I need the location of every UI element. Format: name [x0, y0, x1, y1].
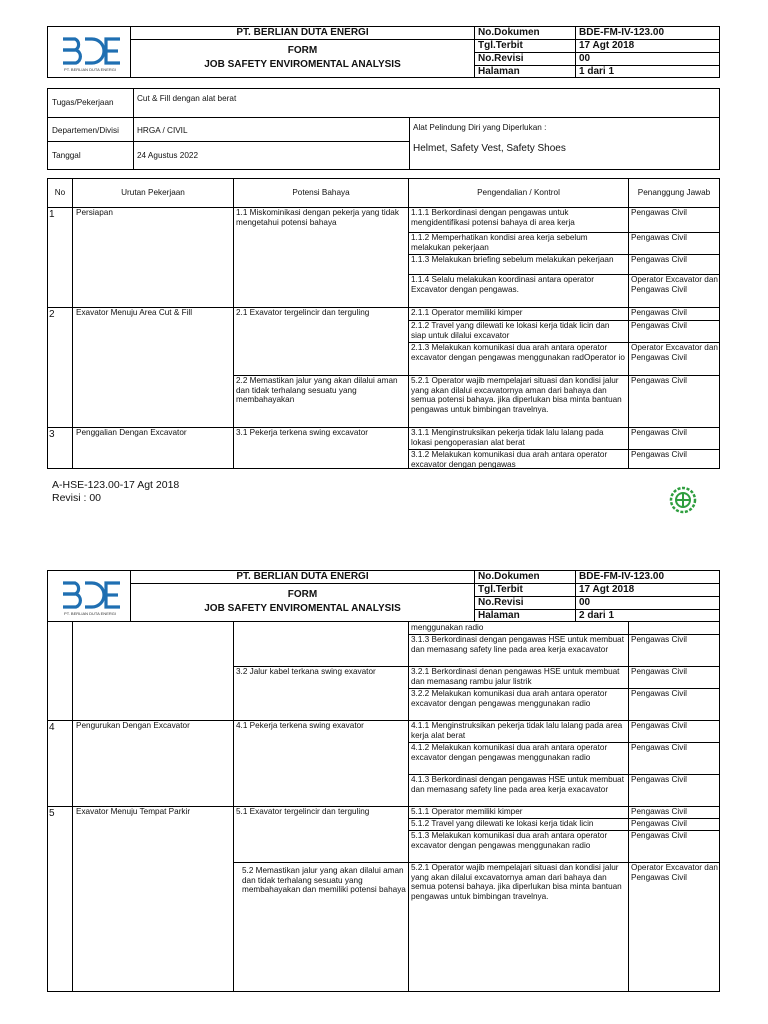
- person-in-charge: [631, 623, 719, 634]
- person-in-charge: Pengawas Civil: [631, 208, 687, 217]
- job-step: [76, 689, 231, 720]
- date-label: Tanggal: [52, 151, 81, 160]
- person-in-charge: Pengawas Civil: [631, 450, 687, 459]
- issue-date-value-page2: 17 Agt 2018: [579, 584, 635, 595]
- hazard: 1.1 Miskominikasi dengan pekerja yang tidak mengetahui potensi bahaya: [236, 208, 399, 227]
- job-step: [76, 667, 231, 688]
- col-header-control: Pengendalian / Kontrol: [477, 188, 560, 197]
- row-number: 4: [49, 722, 55, 733]
- control: 5.1.3 Melakukan komunikasi dua arah antara operator excavator dengan pengawas menggunakan radio: [411, 831, 608, 850]
- job-step: Persiapan: [76, 208, 113, 217]
- row-number: [49, 864, 71, 993]
- revision-label-page2: No.Revisi: [478, 597, 524, 608]
- revision-value: 00: [579, 53, 591, 64]
- job-step: Exavator Menuju Area Cut & Fill: [76, 308, 193, 317]
- revision-value-page2: 00: [579, 597, 591, 608]
- task-value: Cut & Fill dengan alat berat: [137, 94, 237, 103]
- task-label: Tugas/Pekerjaan: [52, 98, 114, 107]
- hazard: [236, 255, 406, 274]
- job-step: [76, 775, 231, 806]
- department-value: HRGA / CIVIL: [137, 126, 188, 135]
- col-header-pic: Penanggung Jawab: [637, 188, 711, 197]
- control: 4.1.3 Berkordinasi dengan pengawas HSE untuk membuat dan memasang safety line pada area kerja exacavator: [411, 775, 625, 794]
- doc-number-label: No.Dokumen: [478, 27, 540, 38]
- job-step: Penggalian Dengan Excavator: [76, 428, 187, 437]
- form-label-page2: FORM: [287, 589, 318, 600]
- person-in-charge: Pengawas Civil: [631, 819, 687, 828]
- row-number: [49, 668, 71, 689]
- control: 4.1.1 Menginstruksikan pekerja tidak lalu lalang pada area kerja alat berat: [411, 721, 623, 740]
- control: 2.1.1 Operator memiliki kimper: [411, 308, 523, 317]
- job-step: [76, 635, 231, 666]
- page-value: 1 dari 1: [579, 66, 615, 77]
- person-in-charge: Pengawas Civil: [631, 689, 687, 698]
- row-number: [49, 276, 71, 308]
- row-number: [49, 344, 71, 376]
- control: 3.1.2 Melakukan komunikasi dua arah antara operator excavator dengan pengawas: [411, 450, 608, 469]
- control: 5.1.1 Operator memiliki kimper: [411, 807, 523, 816]
- job-step: Pengurukan Dengan Excavator: [76, 721, 190, 730]
- control: 5.2.1 Operator wajib mempelajari situasi dan kondisi jalur yang akan dilalui excavatornya aman dari bahaya dan semua potensi bahaya. jika diperlukan bisa minta bantuan pengawas untuk bimbingan travelnya.: [411, 863, 622, 901]
- person-in-charge: Operator Excavator dan Pengawas Civil: [631, 863, 718, 882]
- person-in-charge: Pengawas Civil: [631, 743, 687, 752]
- hazard: [236, 743, 406, 774]
- control: 2.1.2 Travel yang dilewati ke lokasi kerja tidak licin dan siap untuk dilalui excavator: [411, 321, 610, 340]
- hazard: [236, 635, 406, 666]
- row-number: [49, 451, 71, 470]
- hazard: 2.2 Memastikan jalur yang akan dilalui aman dan tidak terhalang sesuatu yang membahayakan: [236, 376, 398, 405]
- row-number: [49, 820, 71, 831]
- control: 3.1.3 Berkordinasi dengan pengawas HSE untuk membuat dan memasang safety line pada area kerja exacavator: [411, 635, 625, 654]
- doc-number-value-page2: BDE-FM-IV-123.00: [579, 571, 665, 582]
- job-step: [76, 321, 231, 342]
- job-step: [76, 831, 231, 862]
- col-header-no: No: [54, 188, 66, 197]
- certification-seal-icon: [669, 486, 697, 514]
- company-name: PT. BERLIAN DUTA ENERGI: [236, 27, 369, 38]
- hazard: [236, 819, 406, 830]
- job-step: [76, 743, 231, 774]
- control: menggunakan radio: [411, 623, 484, 632]
- footer-revision: Revisi : 00: [52, 492, 102, 504]
- hazard: [236, 831, 406, 862]
- svg-text:PT. BERLIAN DUTA ENERGI: PT. BERLIAN DUTA ENERGI: [64, 611, 116, 616]
- person-in-charge: Pengawas Civil: [631, 635, 687, 644]
- person-in-charge: Pengawas Civil: [631, 308, 687, 317]
- svg-text:PT. BERLIAN DUTA ENERGI: PT. BERLIAN DUTA ENERGI: [64, 67, 116, 72]
- job-step: [76, 376, 231, 427]
- doc-number-value: BDE-FM-IV-123.00: [579, 27, 665, 38]
- issue-date-value: 17 Agt 2018: [579, 40, 635, 51]
- footer-doc-code: A-HSE-123.00-17 Agt 2018: [52, 479, 180, 491]
- person-in-charge: Pengawas Civil: [631, 255, 687, 264]
- control: 3.2.2 Melakukan komunikasi dua arah antara operator excavator dengan pengawas menggunakan radio: [411, 689, 608, 708]
- issue-date-label-page2: Tgl.Terbit: [478, 584, 523, 595]
- row-number: [49, 690, 71, 721]
- row-number: 1: [49, 209, 55, 220]
- hazard: [236, 623, 406, 634]
- person-in-charge: Operator Excavator dan Pengawas Civil: [631, 343, 718, 362]
- hazard: [236, 343, 406, 375]
- person-in-charge: Operator Excavator dan Pengawas Civil: [631, 275, 718, 294]
- control: 4.1.2 Melakukan komunikasi dua arah antara operator excavator dengan pengawas menggunakan radio: [411, 743, 608, 762]
- job-step: [76, 275, 231, 307]
- job-step: Exavator Menuju Tempat Parkir: [76, 807, 191, 816]
- hazard: [236, 689, 406, 720]
- row-number: 2: [49, 309, 55, 320]
- person-in-charge: Pengawas Civil: [631, 807, 687, 816]
- page-value-page2: 2 dari 1: [579, 610, 615, 621]
- job-step: [76, 450, 231, 469]
- person-in-charge: Pengawas Civil: [631, 831, 687, 840]
- col-header-hazard: Potensi Bahaya: [292, 188, 350, 197]
- row-number: 5: [49, 808, 55, 819]
- hazard: [236, 275, 406, 307]
- hazard: [236, 233, 406, 254]
- control: 2.1.3 Melakukan komunikasi dua arah antara operator excavator dengan pengawas menggunakan radOperator io: [411, 343, 625, 362]
- row-number: [49, 832, 71, 863]
- person-in-charge: Pengawas Civil: [631, 321, 687, 330]
- company-logo-page2: [50, 577, 130, 617]
- hazard: 2.1 Exavator tergelincir dan terguling: [236, 308, 370, 317]
- job-step: [76, 233, 231, 254]
- hazard: [236, 450, 406, 469]
- issue-date-label: Tgl.Terbit: [478, 40, 523, 51]
- form-title: JOB SAFETY ENVIROMENTAL ANALYSIS: [204, 59, 401, 70]
- row-number: 3: [49, 429, 55, 440]
- hazard: 4.1 Pekerja terkena swing exavator: [236, 721, 364, 730]
- hazard: 5.1 Exavator tergelincir dan terguling: [236, 807, 370, 816]
- control: 1.1.3 Melakukan briefing sebelum melakukan pekerjaan: [411, 255, 614, 264]
- person-in-charge: Pengawas Civil: [631, 775, 687, 784]
- page-label: Halaman: [478, 66, 520, 77]
- control: 1.1.4 Selalu melakukan koordinasi antara operator Excavator dengan pengawas.: [411, 275, 594, 294]
- form-label: FORM: [287, 45, 318, 56]
- row-number: [49, 377, 71, 428]
- hazard: 5.2 Memastikan jalur yang akan dilalui aman dan tidak terhalang sesuatu yang membahayakan dan memiliki potensi bahaya: [242, 866, 406, 895]
- form-title-page2: JOB SAFETY ENVIROMENTAL ANALYSIS: [204, 603, 401, 614]
- control: 5.2.1 Operator wajib mempelajari situasi dan kondisi jalur yang akan dilalui excavatornya aman dari bahaya dan semua potensi bahaya. jika diperlukan bisa minta bantuan pengawas untuk bimbingan travelnya.: [411, 376, 622, 414]
- page-label-page2: Halaman: [478, 610, 520, 621]
- row-number: [49, 776, 71, 807]
- job-step: [76, 623, 231, 634]
- person-in-charge: Pengawas Civil: [631, 667, 687, 676]
- row-number: [49, 744, 71, 775]
- ppe-value: Helmet, Safety Vest, Safety Shoes: [413, 143, 566, 154]
- revision-label: No.Revisi: [478, 53, 524, 64]
- row-number: [49, 322, 71, 343]
- hazard: [236, 775, 406, 806]
- row-number: [49, 636, 71, 667]
- hazard: 3.1 Pekerja terkena swing excavator: [236, 428, 368, 437]
- job-step: [76, 863, 231, 992]
- control: 5.1.2 Travel yang dilewati ke lokasi kerja tidak licin: [411, 819, 594, 828]
- hazard: 3.2 Jalur kabel terkana swing exavator: [236, 667, 376, 676]
- hazard: [236, 321, 406, 342]
- person-in-charge: Pengawas Civil: [631, 376, 687, 385]
- department-label: Departemen/Divisi: [52, 126, 119, 135]
- person-in-charge: Pengawas Civil: [631, 233, 687, 242]
- person-in-charge: Pengawas Civil: [631, 721, 687, 730]
- company-name-page2: PT. BERLIAN DUTA ENERGI: [236, 571, 369, 582]
- row-number: [49, 256, 71, 275]
- company-logo: [50, 33, 130, 73]
- control: 1.1.2 Memperhatikan kondisi area kerja sebelum melakukan pekerjaan: [411, 233, 588, 252]
- person-in-charge: Pengawas Civil: [631, 428, 687, 437]
- job-step: [76, 343, 231, 375]
- control: 1.1.1 Berkordinasi dengan pengawas untuk mengidentifikasi potensi bahaya di area kerja: [411, 208, 575, 227]
- job-step: [76, 819, 231, 830]
- ppe-label: Alat Pelindung Diri yang Diperlukan :: [413, 123, 547, 132]
- control: 3.2.1 Berkordinasi denan pengawas HSE untuk membuat dan memasang rambu jalur listrik: [411, 667, 620, 686]
- row-number: [49, 624, 71, 635]
- doc-number-label-page2: No.Dokumen: [478, 571, 540, 582]
- date-value: 24 Agustus 2022: [137, 151, 199, 160]
- control: 3.1.1 Menginstruksikan pekerja tidak lalu lalang pada lokasi pengoperasian alat berat: [411, 428, 604, 447]
- job-step: [76, 255, 231, 274]
- col-header-step: Urutan Pekerjaan: [121, 188, 185, 197]
- row-number: [49, 234, 71, 255]
